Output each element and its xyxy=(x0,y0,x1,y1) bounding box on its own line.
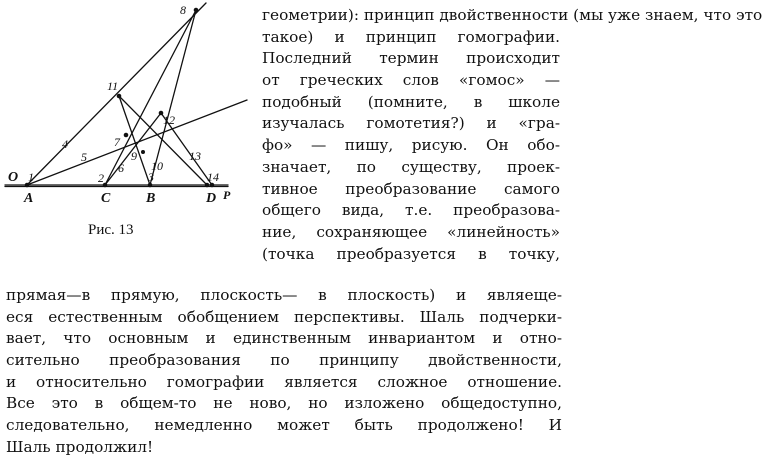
text-line: Шаль продолжил! xyxy=(6,437,154,456)
text-line: (точка преобразуется в точку, xyxy=(262,244,560,263)
label-6: 6 xyxy=(118,161,124,175)
label-9: 9 xyxy=(131,149,137,163)
label-A: A xyxy=(24,191,34,206)
text-line: еся естественным обобщением перспективы. Шаль подчерки- xyxy=(6,307,562,326)
text-full-width xyxy=(6,285,562,459)
label-C: C xyxy=(101,191,111,206)
label-1: 1 xyxy=(28,170,34,184)
text-line: тивное преобразование самого xyxy=(262,179,560,198)
text-line: изучалась гомотетия?) и «гра- xyxy=(262,114,560,133)
text-line: такое) и принцип гомографии. xyxy=(262,27,560,46)
label-2: 2 xyxy=(98,171,104,185)
text-line: фо» — пишу, рисую. Он обо- xyxy=(262,136,560,155)
label-4: 4 xyxy=(62,137,68,151)
label-12: 12 xyxy=(163,113,175,127)
text-line: и относительно гомографии является сложное отношение. xyxy=(6,372,562,391)
label-O: O xyxy=(8,170,19,185)
text-line: от греческих слов «гомос» — xyxy=(262,71,560,90)
label-13: 13 xyxy=(189,149,201,163)
label-8: 8 xyxy=(180,3,186,17)
label-B: B xyxy=(146,191,156,206)
text-line: вает, что основным и единственным инвариантом и отно- xyxy=(6,329,562,348)
label-14: 14 xyxy=(207,170,219,184)
label-7: 7 xyxy=(114,135,120,149)
label-10: 10 xyxy=(151,159,163,173)
text-line: Все это в общем-то не ново, но изложено общедоступно, xyxy=(6,394,562,413)
text-column-right xyxy=(262,5,762,265)
label-3: 3 xyxy=(148,170,154,184)
line-11-14 xyxy=(119,96,207,185)
label-11: 11 xyxy=(107,79,119,93)
label-P: P xyxy=(223,188,231,202)
text-line: сительно преобразования по принципу двойственности, xyxy=(6,351,562,370)
text-line: ние, сохраняющее «линейность» xyxy=(262,222,560,241)
text-line: общего вида, т.е. преобразова- xyxy=(262,201,560,220)
text-line: геометрии): принцип двойственности (мы уже знаем, что это xyxy=(262,6,762,24)
text-line: Последний термин происходит xyxy=(262,49,560,68)
label-5: 5 xyxy=(81,150,87,164)
text-line: подобный (помните, в школе xyxy=(262,92,560,111)
text-line: значает, по существу, проек- xyxy=(262,157,560,176)
text-line: следовательно, немедленно может быть продолжено! И xyxy=(6,416,562,435)
geometry-figure xyxy=(0,0,258,205)
label-D: D xyxy=(206,191,217,206)
text-line: прямая—в прямую, плоскость— в плоскость) и являеще- xyxy=(6,286,562,304)
figure-caption: Рис. 13 xyxy=(88,222,134,238)
